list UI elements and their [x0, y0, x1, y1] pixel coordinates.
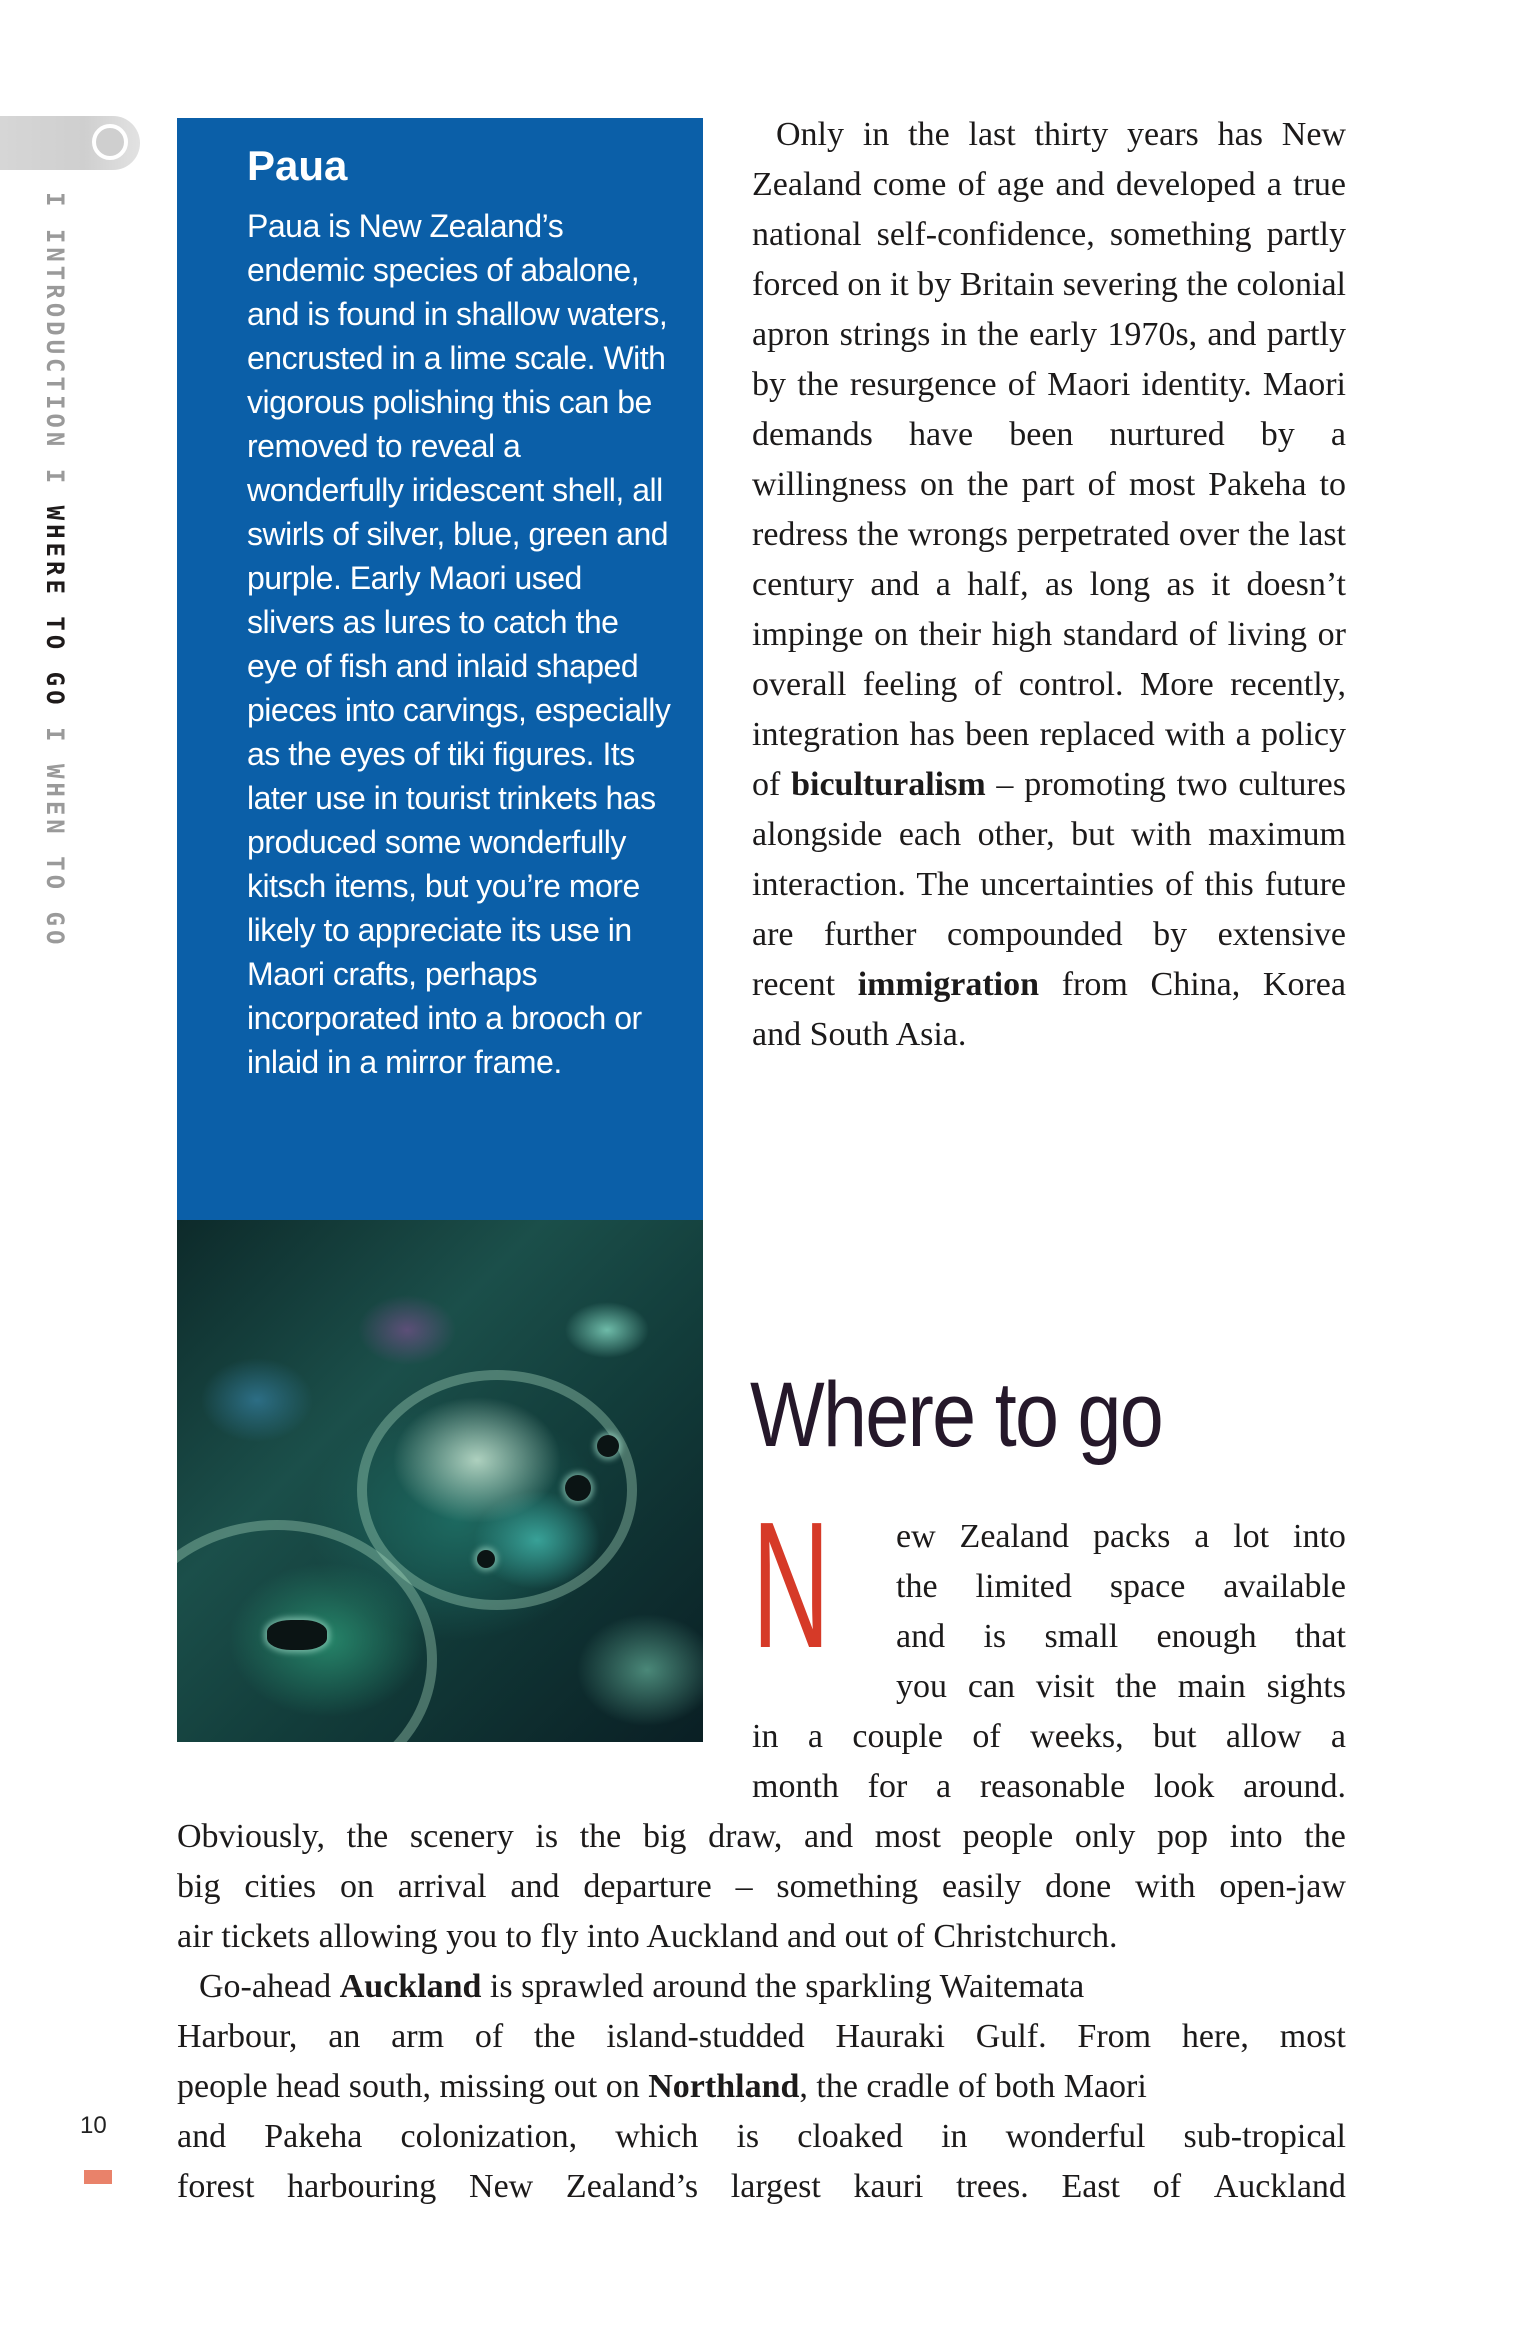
text-line: Harbour, an arm of the island-studded Hauraki Gulf. From here, most: [177, 2018, 1346, 2055]
bold-immigration: immigration: [857, 966, 1040, 1003]
running-header-current: WHERE TO GO: [41, 505, 69, 709]
text-line: forest harbouring New Zealand’s largest kauri trees. East of Auckland: [177, 2168, 1346, 2205]
text-line: air tickets allowing you to fly into Auckland and out of Christchurch.: [177, 1918, 1118, 1955]
column-lines: [752, 1712, 1346, 1812]
sidebar-text: Paua is New Zealand’s endemic species of abalone, and is found in shallow waters, encrusted in a lime scale. With vigorous polishing this can be removed to reveal a wonderfully iridescent shell, all swirls of silver, blue, green and purple. Early Maori used slivers as lures to catch the eye of fish and inlaid shaped pieces into carvings, especially as the eyes of tiki figures. Its later use in tourist trinkets has produced some wonderfully kitsch items, but you’re more likely to appreciate its use in Maori crafts, perhaps incorporated into a brooch or inlaid in a mirror frame.: [247, 208, 671, 1080]
text-line: and is small enough that: [896, 1618, 1346, 1655]
text-line: and Pakeha colonization, which is cloaked in wonderful sub-tropical: [177, 2118, 1346, 2155]
drop-cap-lines: [896, 1512, 1346, 1712]
sidebar-title: Paua: [247, 142, 348, 189]
running-header-intro: I INTRODUCTION I: [41, 192, 69, 506]
page-number: 10: [80, 2112, 107, 2139]
wide-text-block: [177, 1812, 1346, 2212]
text-line: ew Zealand packs a lot into: [896, 1518, 1346, 1555]
drop-cap: N: [752, 1485, 830, 1686]
text-line: you can visit the main sights: [896, 1668, 1346, 1705]
running-header-when: I WHEN TO GO: [41, 708, 69, 949]
bold-northland: Northland: [648, 2068, 800, 2105]
text-line: in a couple of weeks, but allow a: [752, 1718, 1346, 1755]
text-line: the limited space available: [896, 1568, 1346, 1605]
text-line: month for a reasonable look around.: [752, 1768, 1346, 1805]
chapter-tab-circle: [92, 124, 128, 160]
text-line: Obviously, the scenery is the big draw, and most people only pop into the: [177, 1818, 1346, 1855]
bold-auckland: Auckland: [339, 1968, 482, 2005]
text-line: big cities on arrival and departure – something easily done with open-jaw: [177, 1868, 1346, 1905]
text-line-northland: people head south, missing out on Northland, the cradle of both Maori: [177, 2068, 1147, 2105]
text-line-auckland: Go-ahead Auckland is sprawled around the sparkling Waitemata: [199, 1968, 1085, 2005]
paua-sidebar: [177, 118, 703, 1220]
intro-paragraph: Only in the last thirty years has New Zealand come of age and developed a true national self-confidence, something partly forced on it by Britain severing the colonial apron strings in the early 1970s, and partly by the resurgence of Maori identity. Maori demands have been nurtured by a willingness on the part of most Pakeha to redress the wrongs perpetrated over the last century and a half, as long as it doesn’t impinge on their high standard of living or overall feeling of control. More recently, integration has been replaced with a policy of biculturalism – promoting two cultures alongside each other, but with maximum interaction. The uncertainties of this future are further compounded by extensive recent immigration from China, Korea and South Asia.: [752, 116, 1346, 1053]
section-heading: Where to go: [750, 1364, 1163, 1466]
page-marker: [84, 2170, 112, 2184]
intro-column: [752, 110, 1346, 1060]
paua-shell-photo: [177, 1220, 703, 1742]
bold-biculturalism: biculturalism: [791, 766, 986, 803]
